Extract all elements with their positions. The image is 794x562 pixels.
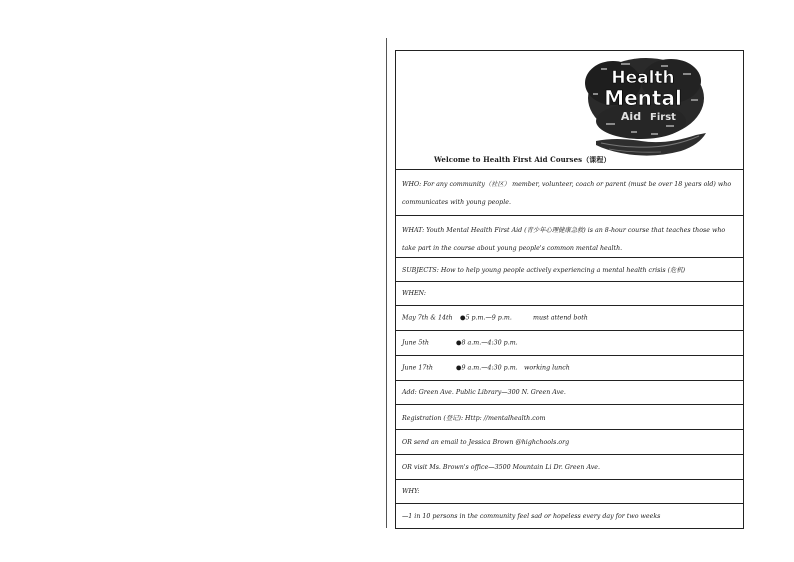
page-margin-line <box>386 38 387 528</box>
when-label-row <box>396 282 743 306</box>
welcome-heading: Welcome to Health First Aid Courses（课程） <box>434 155 611 164</box>
course-flyer <box>395 50 744 529</box>
schedule-note: must attend both <box>533 314 588 322</box>
svg-text:Health: Health <box>611 68 675 88</box>
what-row <box>396 216 743 258</box>
schedule-row <box>396 331 743 356</box>
svg-text:Mental: Mental <box>604 86 682 110</box>
address-text: Add: Green Ave. Public Library—300 N. Green Ave. <box>402 389 566 396</box>
schedule-row <box>396 306 743 331</box>
what-text: WHAT: Youth Mental Health First Aid (青少年心理健康急救) is an 8-hour course that teaches those who take part in the course about young people's common mental health. <box>402 227 726 252</box>
who-row <box>396 170 743 216</box>
who-text: WHO: For any community（社区） member, volunteer, coach or parent (must be over 18 years old) who communicates with young people. <box>402 181 732 206</box>
visit-row <box>396 455 743 480</box>
schedule-row <box>396 356 743 381</box>
svg-text:Aid: Aid <box>620 110 642 123</box>
registration-text: Registration (登记): Http: //mentalhealth.com <box>402 414 546 422</box>
svg-text:First: First <box>650 112 676 123</box>
why-label: WHY: <box>402 488 420 495</box>
email-text: OR send an email to Jessica Brown @highchools.org <box>402 438 570 446</box>
why-row <box>396 504 743 528</box>
schedule-time: ●9 a.m.—4:30 p.m. <box>456 364 518 372</box>
registration-row <box>396 405 743 430</box>
subjects-text: SUBJECTS: How to help young people actively experiencing a mental health crisis (危机) <box>402 267 686 274</box>
subjects-row <box>396 258 743 282</box>
visit-text: OR visit Ms. Brown's office—3500 Mountain Li Dr. Green Ave. <box>402 463 601 471</box>
schedule-time: ●8 a.m.—4:30 p.m. <box>456 339 518 347</box>
email-row <box>396 430 743 455</box>
flyer-header <box>396 51 743 170</box>
why-text: —1 in 10 persons in the community feel sad or hopeless every day for two weeks <box>402 512 661 520</box>
schedule-date: May 7th & 14th <box>402 314 453 322</box>
address-row <box>396 381 743 405</box>
schedule-note: working lunch <box>524 364 570 372</box>
when-label: WHEN: <box>402 290 426 297</box>
mental-health-logo-image <box>571 53 721 165</box>
schedule-date: June 5th <box>402 339 429 347</box>
schedule-time: ●5 p.m.—9 p.m. <box>460 314 512 322</box>
schedule-date: June 17th <box>402 364 433 372</box>
why-label-row <box>396 480 743 504</box>
